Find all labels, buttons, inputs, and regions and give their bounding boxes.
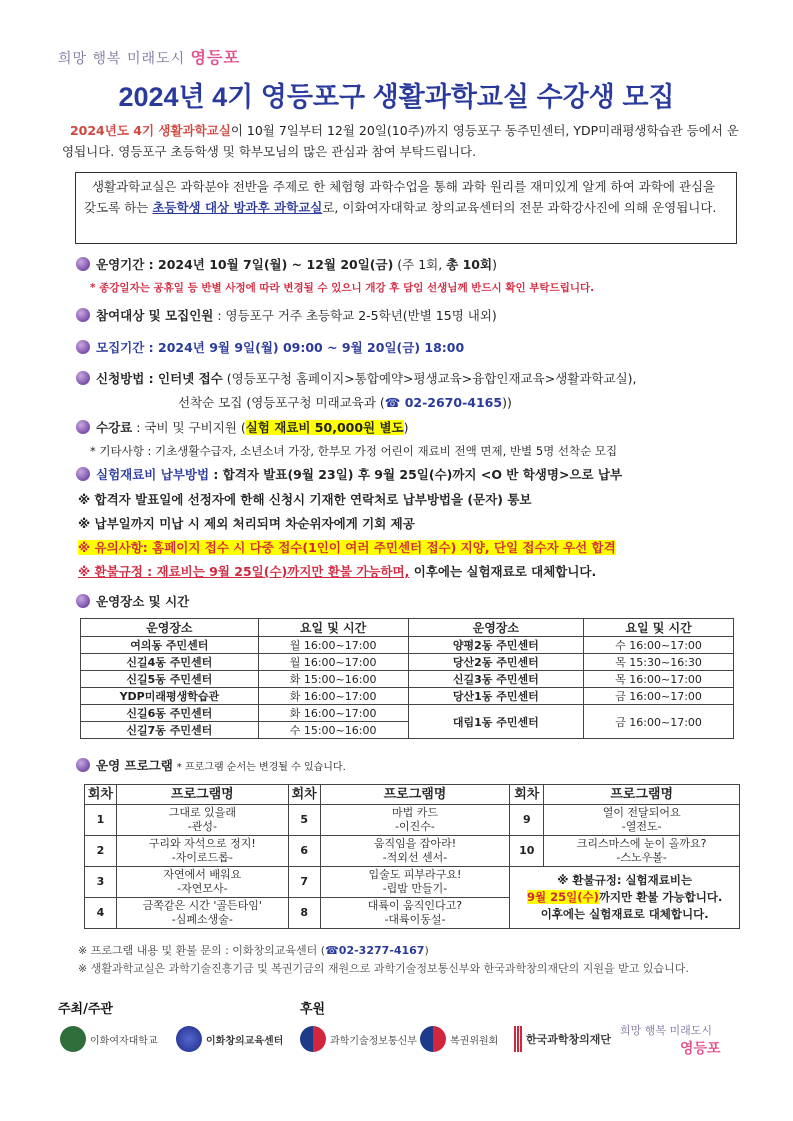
table-row [85, 836, 740, 867]
program-name: 크리스마스에 눈이 올까요? [576, 837, 707, 850]
bullet-icon [76, 758, 90, 772]
program-topic: -자연모사- [177, 882, 228, 895]
bullet-icon [76, 467, 90, 481]
creative-center-icon [176, 1026, 202, 1052]
ewha-creative-text: 이화창의교육센터 [206, 1035, 284, 1047]
fee-value: : 국비 및 구비지원 ( [132, 420, 246, 435]
lottery-text: 복권위원회 [450, 1035, 499, 1047]
sponsor-label: 후원 [300, 1002, 326, 1017]
schedule-place: 당산1동 주민센터 [408, 688, 584, 705]
recruit-label: 모집기간 : 2024년 9월 9일(월) 09:00 ~ 9월 20일(금) 18:00 [96, 340, 465, 355]
schedule-heading-row [76, 592, 189, 612]
program-header: 프로그램명 [116, 785, 288, 805]
schedule-table [80, 618, 734, 739]
program-note: * 프로그램 순서는 변경될 수 있습니다. [176, 762, 346, 773]
program-header: 회차 [85, 785, 117, 805]
schedule-time: 수 15:00~16:00 [258, 722, 408, 739]
page-title: 2024년 4기 영등포구 생활과학교실 수강생 모집 [118, 82, 675, 112]
session-number: 9 [510, 805, 544, 836]
ewha-creative-logo [176, 1026, 283, 1052]
apply-row [76, 369, 637, 389]
schedule-time: 월 16:00~17:00 [258, 637, 408, 654]
program-cell [116, 898, 288, 929]
slogan-text: 희망 행복 미래도시 [58, 51, 186, 67]
fee-note: * 기타사항 : 기초생활수급자, 소년소녀 가장, 한부모 가정 어린이 재료비 전액 면제, 반별 5명 선착순 모집 [90, 444, 618, 458]
apply-label: 신청방법 : [96, 371, 154, 386]
program-header: 프로그램명 [320, 785, 510, 805]
table-row [81, 671, 734, 688]
session-number: 6 [288, 836, 320, 867]
program-cell [320, 836, 510, 867]
program-header: 회차 [510, 785, 544, 805]
desc-part2: 로, 이화여자대학교 창의교육센터의 전문 과학강사진에 의해 운영됩니다. [322, 200, 717, 215]
schedule-header: 요일 및 시간 [584, 619, 734, 637]
schedule-time: 화 16:00~17:00 [258, 705, 408, 722]
apply-offline-row [178, 393, 512, 413]
program-cell [320, 898, 510, 929]
program-heading-row [76, 756, 346, 778]
session-number: 10 [510, 836, 544, 867]
fee-end: ) [403, 420, 409, 435]
recruit-row [76, 338, 464, 358]
program-topic: -대륙이동설- [384, 913, 446, 926]
contact-a: ※ 프로그램 내용 및 환불 문의 : 이화창의교육센터 ( [78, 944, 326, 957]
session-number: 3 [85, 867, 117, 898]
host-label: 주최/주관 [58, 1002, 113, 1017]
ewha-logo [60, 1026, 158, 1052]
ewha-emblem-icon [60, 1026, 86, 1052]
target-row [76, 306, 497, 326]
program-name: 그대로 있을래 [168, 806, 236, 819]
fee-row [76, 418, 409, 438]
desc-highlight: 초등학생 대상 방과후 과학교실 [152, 200, 323, 215]
program-name: 움직임을 잡아라! [373, 837, 457, 850]
payment-row [76, 465, 622, 485]
program-cell [116, 836, 288, 867]
program-table [84, 784, 740, 929]
lottery-logo [420, 1026, 498, 1052]
table-row [85, 805, 740, 836]
ydp-logo [620, 1022, 721, 1058]
schedule-header: 요일 및 시간 [258, 619, 408, 637]
schedule-place: 당산2동 주민센터 [408, 654, 584, 671]
program-topic: -관성- [187, 820, 217, 833]
target-label: 참여대상 및 모집인원 [96, 308, 214, 323]
intro-paragraph [62, 120, 742, 162]
refund-b: 이후에는 실험재료로 대체합니다. [409, 564, 597, 579]
slogan [58, 45, 240, 68]
kofac-text: 한국과학창의재단 [526, 1033, 612, 1046]
table-row [81, 637, 734, 654]
schedule-header: 운영장소 [408, 619, 584, 637]
bullet-icon [76, 594, 90, 608]
desc-part1: 생활과학교실은 과학분야 전반을 주제로 한 체험형 과학수업을 통해 과학 원리를 재미있게 알게 하여 과학에 관심을 갖도록 하는 [84, 179, 716, 215]
msit-text: 과학기술정보통신부 [330, 1035, 417, 1047]
schedule-time: 월 16:00~17:00 [258, 654, 408, 671]
bullet-icon [76, 257, 90, 271]
payment-caution [78, 538, 616, 558]
program-name: 열이 전달되어요 [602, 806, 681, 819]
bullet-icon [76, 340, 90, 354]
program-cell [544, 805, 740, 836]
schedule-time: 화 15:00~16:00 [258, 671, 408, 688]
schedule-place: 신길7동 주민센터 [81, 722, 259, 739]
table-row [81, 654, 734, 671]
funding-note: ※ 생활과학교실은 과학기술진흥기금 및 복권기금의 재원으로 과학기술정보통신부와 한국과학창의재단의 지원을 받고 있습니다. [78, 962, 689, 975]
schedule-place: 여의동 주민센터 [81, 637, 259, 654]
ydp-brand: 영등포 [680, 1041, 721, 1057]
refund-notice-line3: 이후에는 실험재료로 대체합니다. [540, 907, 709, 921]
period-row [76, 255, 497, 275]
session-number: 2 [85, 836, 117, 867]
schedule-place: YDP미래평생학습관 [81, 688, 259, 705]
description-box [75, 172, 737, 244]
refund-row [78, 562, 596, 582]
schedule-heading: 운영장소 및 시간 [96, 594, 190, 609]
schedule-time: 금 16:00~17:00 [584, 688, 734, 705]
session-number: 1 [85, 805, 117, 836]
schedule-time: 목 15:30~16:30 [584, 654, 734, 671]
payment-label: 실험재료비 납부방법 [96, 467, 210, 482]
bullet-icon [76, 371, 90, 385]
program-header: 회차 [288, 785, 320, 805]
apply-online-detail: (영등포구청 홈페이지>통합예약>평생교육>융합인재교육>생활과학교실), [222, 371, 637, 386]
schedule-place: 신길6동 주민센터 [81, 705, 259, 722]
schedule-header: 운영장소 [81, 619, 259, 637]
program-cell [116, 867, 288, 898]
session-number: 5 [288, 805, 320, 836]
refund-notice-date: 9월 25일(수) [526, 890, 599, 904]
table-row [85, 867, 740, 898]
program-topic: -열전도- [621, 820, 662, 833]
program-cell [320, 867, 510, 898]
bullet-icon [76, 420, 90, 434]
program-heading: 운영 프로그램 [96, 758, 173, 773]
refund-a: ※ 환불규정 : 재료비는 9월 25일(수)까지만 환불 가능하며, [78, 564, 410, 579]
bullet-icon [76, 308, 90, 322]
slogan-brand: 영등포 [190, 48, 240, 67]
schedule-time: 금 16:00~17:00 [584, 705, 734, 739]
period-label: 운영기간 : 2024년 10월 7일(월) ~ 12월 20일(금) [96, 257, 394, 272]
ewha-logo-text: 이화여자대학교 [90, 1035, 158, 1047]
period-suffix-a: (주 1회, [397, 257, 447, 272]
ydp-slogan: 희망 행복 미래도시 [620, 1024, 713, 1037]
refund-notice-line1: ※ 환불규정: 실험재료비는 [557, 873, 693, 887]
program-topic: -적외선 센서- [382, 851, 448, 864]
program-name: 대륙이 움직인다고? [367, 899, 463, 912]
period-suffix-c: ) [492, 257, 497, 272]
session-number: 7 [288, 867, 320, 898]
msit-logo [300, 1026, 417, 1052]
refund-notice-rest: 까지만 환불 가능합니다. [598, 890, 723, 904]
payment-line2: ※ 납부일까지 미납 시 제외 처리되며 차순위자에게 기회 제공 [78, 516, 415, 531]
taegeuk-icon [300, 1026, 326, 1052]
kofac-mark-icon [514, 1026, 522, 1052]
apply-offline-end: )) [502, 395, 512, 410]
program-topic: -심폐소생술- [171, 913, 233, 926]
table-row [81, 688, 734, 705]
program-cell [544, 836, 740, 867]
schedule-place: 대림1동 주민센터 [408, 705, 584, 739]
payment-value: : 합격자 발표(9월 23일) 후 9월 25일(수)까지 <O 반 학생명>으로 납부 [209, 467, 623, 482]
intro-text: 이 10월 7일부터 12월 20일(10주)까지 영등포구 동주민센터, YDP미래평생학습관 등에서 운영됩니다. 영등포구 초등학생 및 학부모님의 많은 관심과 참여 부탁드립니다. [62, 123, 739, 159]
program-name: 자연에서 배워요 [163, 868, 242, 881]
schedule-place: 신길4동 주민센터 [81, 654, 259, 671]
kofac-logo [514, 1026, 611, 1052]
program-topic: -자이로드롭- [171, 851, 233, 864]
contact-b: ) [424, 944, 429, 957]
session-number: 4 [85, 898, 117, 929]
refund-notice-line2 [512, 889, 737, 906]
taegeuk-icon [420, 1026, 446, 1052]
period-suffix-b: 총 10회 [446, 257, 493, 272]
program-topic: -스노우볼- [616, 851, 667, 864]
fee-highlight: 실험 재료비 50,000원 별도 [245, 420, 404, 435]
payment-line1: ※ 합격자 발표일에 선정자에 한해 신청시 기재한 연락처로 납부방법을 (문자) 통보 [78, 492, 532, 507]
schedule-place: 신길3동 주민센터 [408, 671, 584, 688]
program-topic: -이진수- [395, 820, 435, 833]
program-cell [116, 805, 288, 836]
program-topic: -립밤 만들기- [382, 882, 448, 895]
schedule-time: 목 16:00~17:00 [584, 671, 734, 688]
target-value: : 영등포구 거주 초등학교 2-5학년(반별 15명 내외) [213, 308, 497, 323]
schedule-place: 양평2동 주민센터 [408, 637, 584, 654]
intro-accent: 2024년도 4기 생활과학교실 [69, 123, 231, 138]
table-row [81, 705, 734, 722]
apply-online: 인터넷 접수 [153, 371, 223, 386]
period-note: * 종강일자는 공휴일 등 반별 사정에 따라 변경될 수 있으니 개강 후 담임 선생님께 반드시 확인 부탁드립니다. [90, 282, 595, 294]
refund-notice-box [510, 867, 740, 929]
program-name: 금쪽같은 시간 '골든타임' [142, 899, 262, 912]
program-header: 프로그램명 [544, 785, 740, 805]
program-name: 구리와 자석으로 정지! [148, 837, 256, 850]
apply-phone: ☎ 02-2670-4165 [384, 395, 503, 410]
schedule-time: 수 16:00~17:00 [584, 637, 734, 654]
program-name: 마법 카드 [391, 806, 438, 819]
caution-text: ※ 유의사항: 홈페이지 접수 시 다중 접수(1인이 여러 주민센터 접수) 지양, 단일 접수자 우선 합격 [78, 540, 616, 555]
schedule-header-row [81, 619, 734, 637]
session-number: 8 [288, 898, 320, 929]
program-cell [320, 805, 510, 836]
contact-note [78, 943, 738, 959]
apply-offline: 선착순 모집 (영등포구청 미래교육과 ( [178, 395, 385, 410]
program-header-row [85, 785, 740, 805]
program-name: 입술도 피부라구요! [368, 868, 462, 881]
schedule-time: 화 16:00~17:00 [258, 688, 408, 705]
contact-phone: ☎02-3277-4167 [325, 944, 425, 957]
fee-label: 수강료 [96, 420, 133, 435]
schedule-place: 신길5동 주민센터 [81, 671, 259, 688]
